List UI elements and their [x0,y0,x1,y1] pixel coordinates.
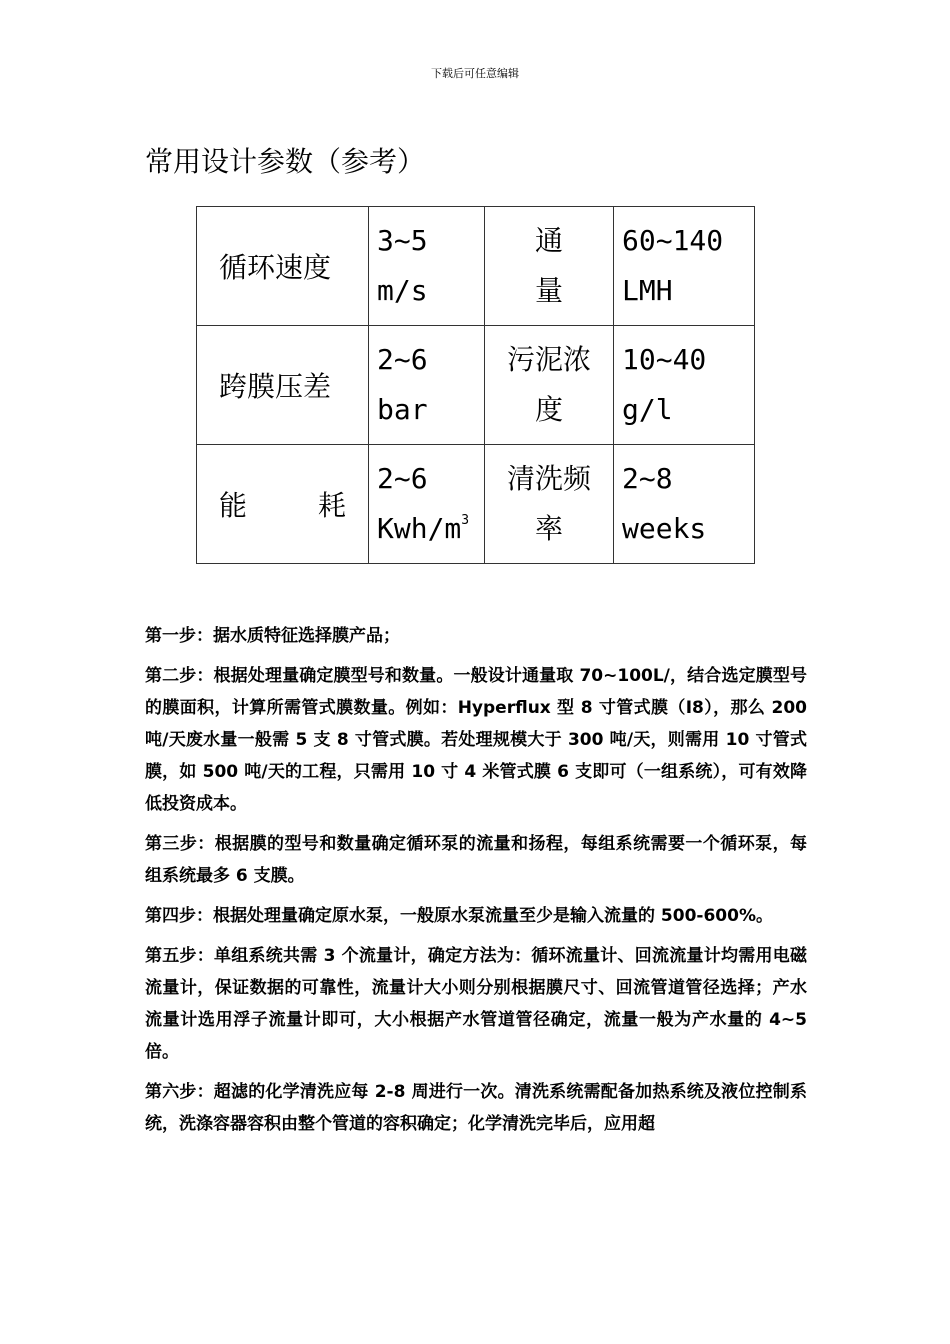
step-paragraph: 第五步：单组系统共需 3 个流量计，确定方法为：循环流量计、回流流量计均需用电磁流量计，保证数据的可靠性，流量计大小则分别根据膜尺寸、回流管道管径选择；产水流量计选用浮子流量计即可，大小根据产水管道管径确定，流量一般为产水量的 4~5 倍。 [145,946,807,1062]
param-value-unit: weeks [622,512,707,545]
table-row [197,445,755,564]
param-value-line: 60~140 [622,224,724,257]
param-value [369,207,485,326]
step-paragraph: 第三步：根据膜的型号和数量确定循环泵的流量和扬程，每组系统需要一个循环泵，每组系统最多 6 支膜。 [145,834,807,886]
param-value [614,326,755,445]
param-value-line: 10~40 [622,343,707,376]
body-text [145,620,807,1148]
param-value-line: 2~8 [622,462,673,495]
param-label-line: 污泥浓 [506,343,591,376]
step-paragraph: 第六步：超滤的化学清洗应每 2-8 周进行一次。清洗系统需配备加热系统及液位控制系统，洗涤容器容积由整个管道的容积确定；化学清洗完毕后，应用超 [145,1082,807,1134]
step-paragraph: 第二步：根据处理量确定膜型号和数量。一般设计通量取 70~100L/，结合选定膜型号的膜面积，计算所需管式膜数量。例如：Hyperflux 型 8 寸管式膜（I8），那么 200 吨/天废水量一般需 5 支 8 寸管式膜。若处理规模大于 300 吨/天，则需用 10 寸管式膜，如 500 吨/天的工程，只需用 10 寸 4 米管式膜 6 支即可（一组系统），可有效降低投资成本。 [145,666,807,814]
document-title: 常用设计参数（参考） [145,145,426,178]
unit-superscript: 3 [461,513,470,528]
param-label: 能 耗 [197,445,369,564]
param-value-unit: m/s [377,274,428,307]
unit-text: Kwh/m [377,512,462,545]
param-value-unit [377,504,484,554]
param-value-unit: g/l [622,393,673,426]
param-label-line: 率 [534,512,563,545]
param-value [614,445,755,564]
param-value-line: 3~5 [377,224,428,257]
param-label-line: 清洗频 [506,462,591,495]
table-row [197,326,755,445]
design-parameters-table [196,206,755,564]
param-value [614,207,755,326]
param-label [485,445,614,564]
param-label-line: 度 [534,393,563,426]
param-value-line: 2~6 [377,462,428,495]
param-label: 跨膜压差 [197,326,369,445]
param-value-unit: LMH [622,274,673,307]
step-paragraph: 第四步：根据处理量确定原水泵，一般原水泵流量至少是输入流量的 500-600%。 [145,906,773,926]
step-paragraph: 第一步：据水质特征选择膜产品； [145,626,400,646]
param-value-line: 2~6 [377,343,428,376]
param-value [369,326,485,445]
param-label: 循环速度 [197,207,369,326]
param-label [485,207,614,326]
param-label-line: 量 [534,274,563,307]
page-header: 下载后可任意编辑 [431,67,519,80]
param-label [485,326,614,445]
table-row [197,207,755,326]
param-label-line: 通 [534,224,563,257]
param-value [369,445,485,564]
param-value-unit: bar [377,393,428,426]
